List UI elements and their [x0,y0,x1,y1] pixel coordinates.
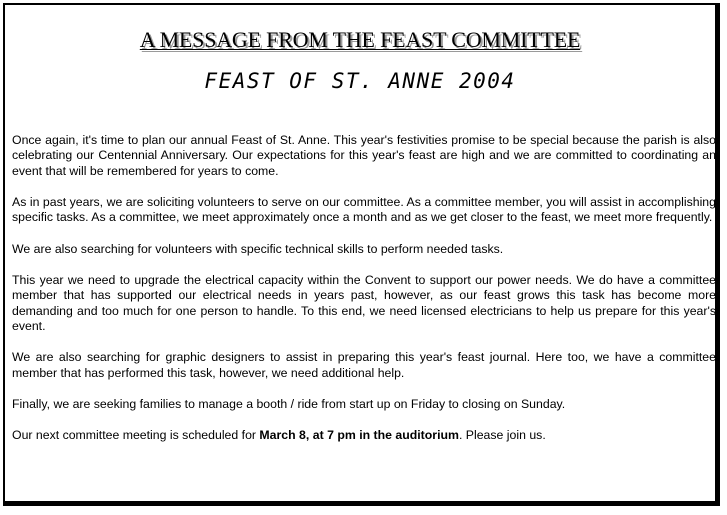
paragraph-electrical: This year we need to upgrade the electrical capacity within the Convent to support our power needs. We do have a committee member that has supported our electrical needs in years past, however, as our feast grows this task has become more demanding and too much for one person to handle. To this end, we need licensed electricians to help us prepare for this year's event. [12,272,716,334]
event-subtitle: FEAST OF ST. ANNE 2004 [204,69,516,93]
meeting-suffix: . Please join us. [458,428,546,443]
paragraph-technical-skills: We are also searching for volunteers with specific technical skills to perform needed tasks. [12,241,504,256]
paragraph-booth-families: Finally, we are seeking families to manage a booth / ride from start up on Friday to closing on Sunday. [12,396,566,411]
paragraph-volunteers: As in past years, we are soliciting volunteers to serve on our committee. As a committee member, you will assist in accomplishing specific tasks. As a committee, we meet approximately once a month and as we get closer to the feast, we meet more frequently. [12,195,716,225]
meeting-prefix: Our next committee meeting is scheduled for [12,428,260,443]
paragraph-meeting [12,428,716,443]
paragraph-graphic-designers: We are also searching for graphic designers to assist in preparing this year's feast journal. Here too, we have a committee member that has performed this task, however, we need additional help. [12,350,716,380]
meeting-details: March 8, at 7 pm in the auditorium [259,428,459,443]
message-body [12,133,716,459]
message-frame [3,3,720,506]
paragraph-intro: Once again, it's time to plan our annual Feast of St. Anne. This year's festivities promise to be special because the parish is also celebrating our Centennial Anniversary. Our expectations for this year's feast are high and we are committed to coordinating an event that will be remembered for years to come. [12,133,716,178]
page-title: A MESSAGE FROM THE FEAST COMMITTEE [139,27,581,52]
